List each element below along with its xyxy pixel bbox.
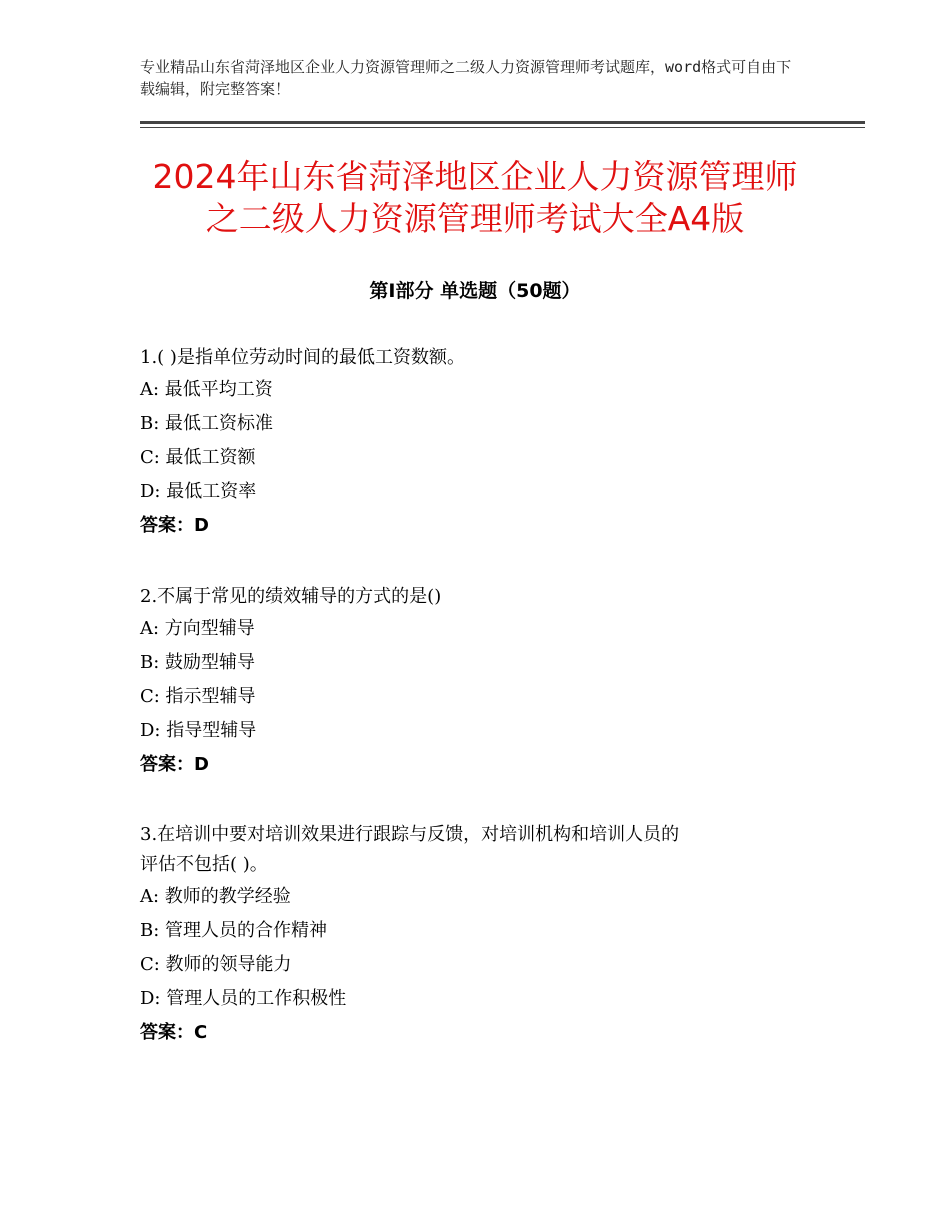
option-a: A: 最低平均工资 [140, 379, 273, 400]
question-stem-line-2: 评估不包括( )。 [140, 854, 268, 875]
section-title: 第Ⅰ部分 单选题（50题） [369, 280, 581, 302]
question-stem: 1.( )是指单位劳动时间的最低工资数额。 [140, 347, 465, 368]
title-line-1: 2024年山东省菏泽地区企业人力资源管理师 [152, 157, 798, 196]
option-b: B: 鼓励型辅导 [140, 652, 256, 673]
answer: 答案：C [140, 1022, 208, 1043]
header-note: 专业精品山东省菏泽地区企业人力资源管理师之二级人力资源管理师考试题库，word格式可自由下载编辑，附完整答案！ [140, 58, 792, 98]
question-1 [140, 343, 820, 543]
question-stem: 2.不属于常见的绩效辅导的方式的是() [140, 586, 442, 607]
title-line-2: 之二级人力资源管理师考试大全A4版 [205, 199, 745, 238]
option-b: B: 管理人员的合作精神 [140, 920, 328, 941]
option-d: D: 指导型辅导 [140, 720, 257, 741]
question-stem-line-1: 3.在培训中要对培训效果进行跟踪与反馈，对培训机构和培训人员的 [140, 824, 680, 845]
option-a: A: 教师的教学经验 [140, 886, 291, 907]
option-d: D: 最低工资率 [140, 481, 257, 502]
document-title [100, 156, 850, 240]
question-3 [140, 820, 820, 1050]
option-a: A: 方向型辅导 [140, 618, 255, 639]
option-d: D: 管理人员的工作积极性 [140, 988, 347, 1009]
header-divider-thick [140, 121, 865, 124]
question-2 [140, 582, 820, 782]
option-c: C: 教师的领导能力 [140, 954, 292, 975]
answer: 答案：D [140, 754, 209, 775]
option-c: C: 最低工资额 [140, 447, 256, 468]
option-c: C: 指示型辅导 [140, 686, 256, 707]
answer: 答案：D [140, 515, 209, 536]
header-divider-thin [140, 127, 865, 128]
option-b: B: 最低工资标准 [140, 413, 274, 434]
